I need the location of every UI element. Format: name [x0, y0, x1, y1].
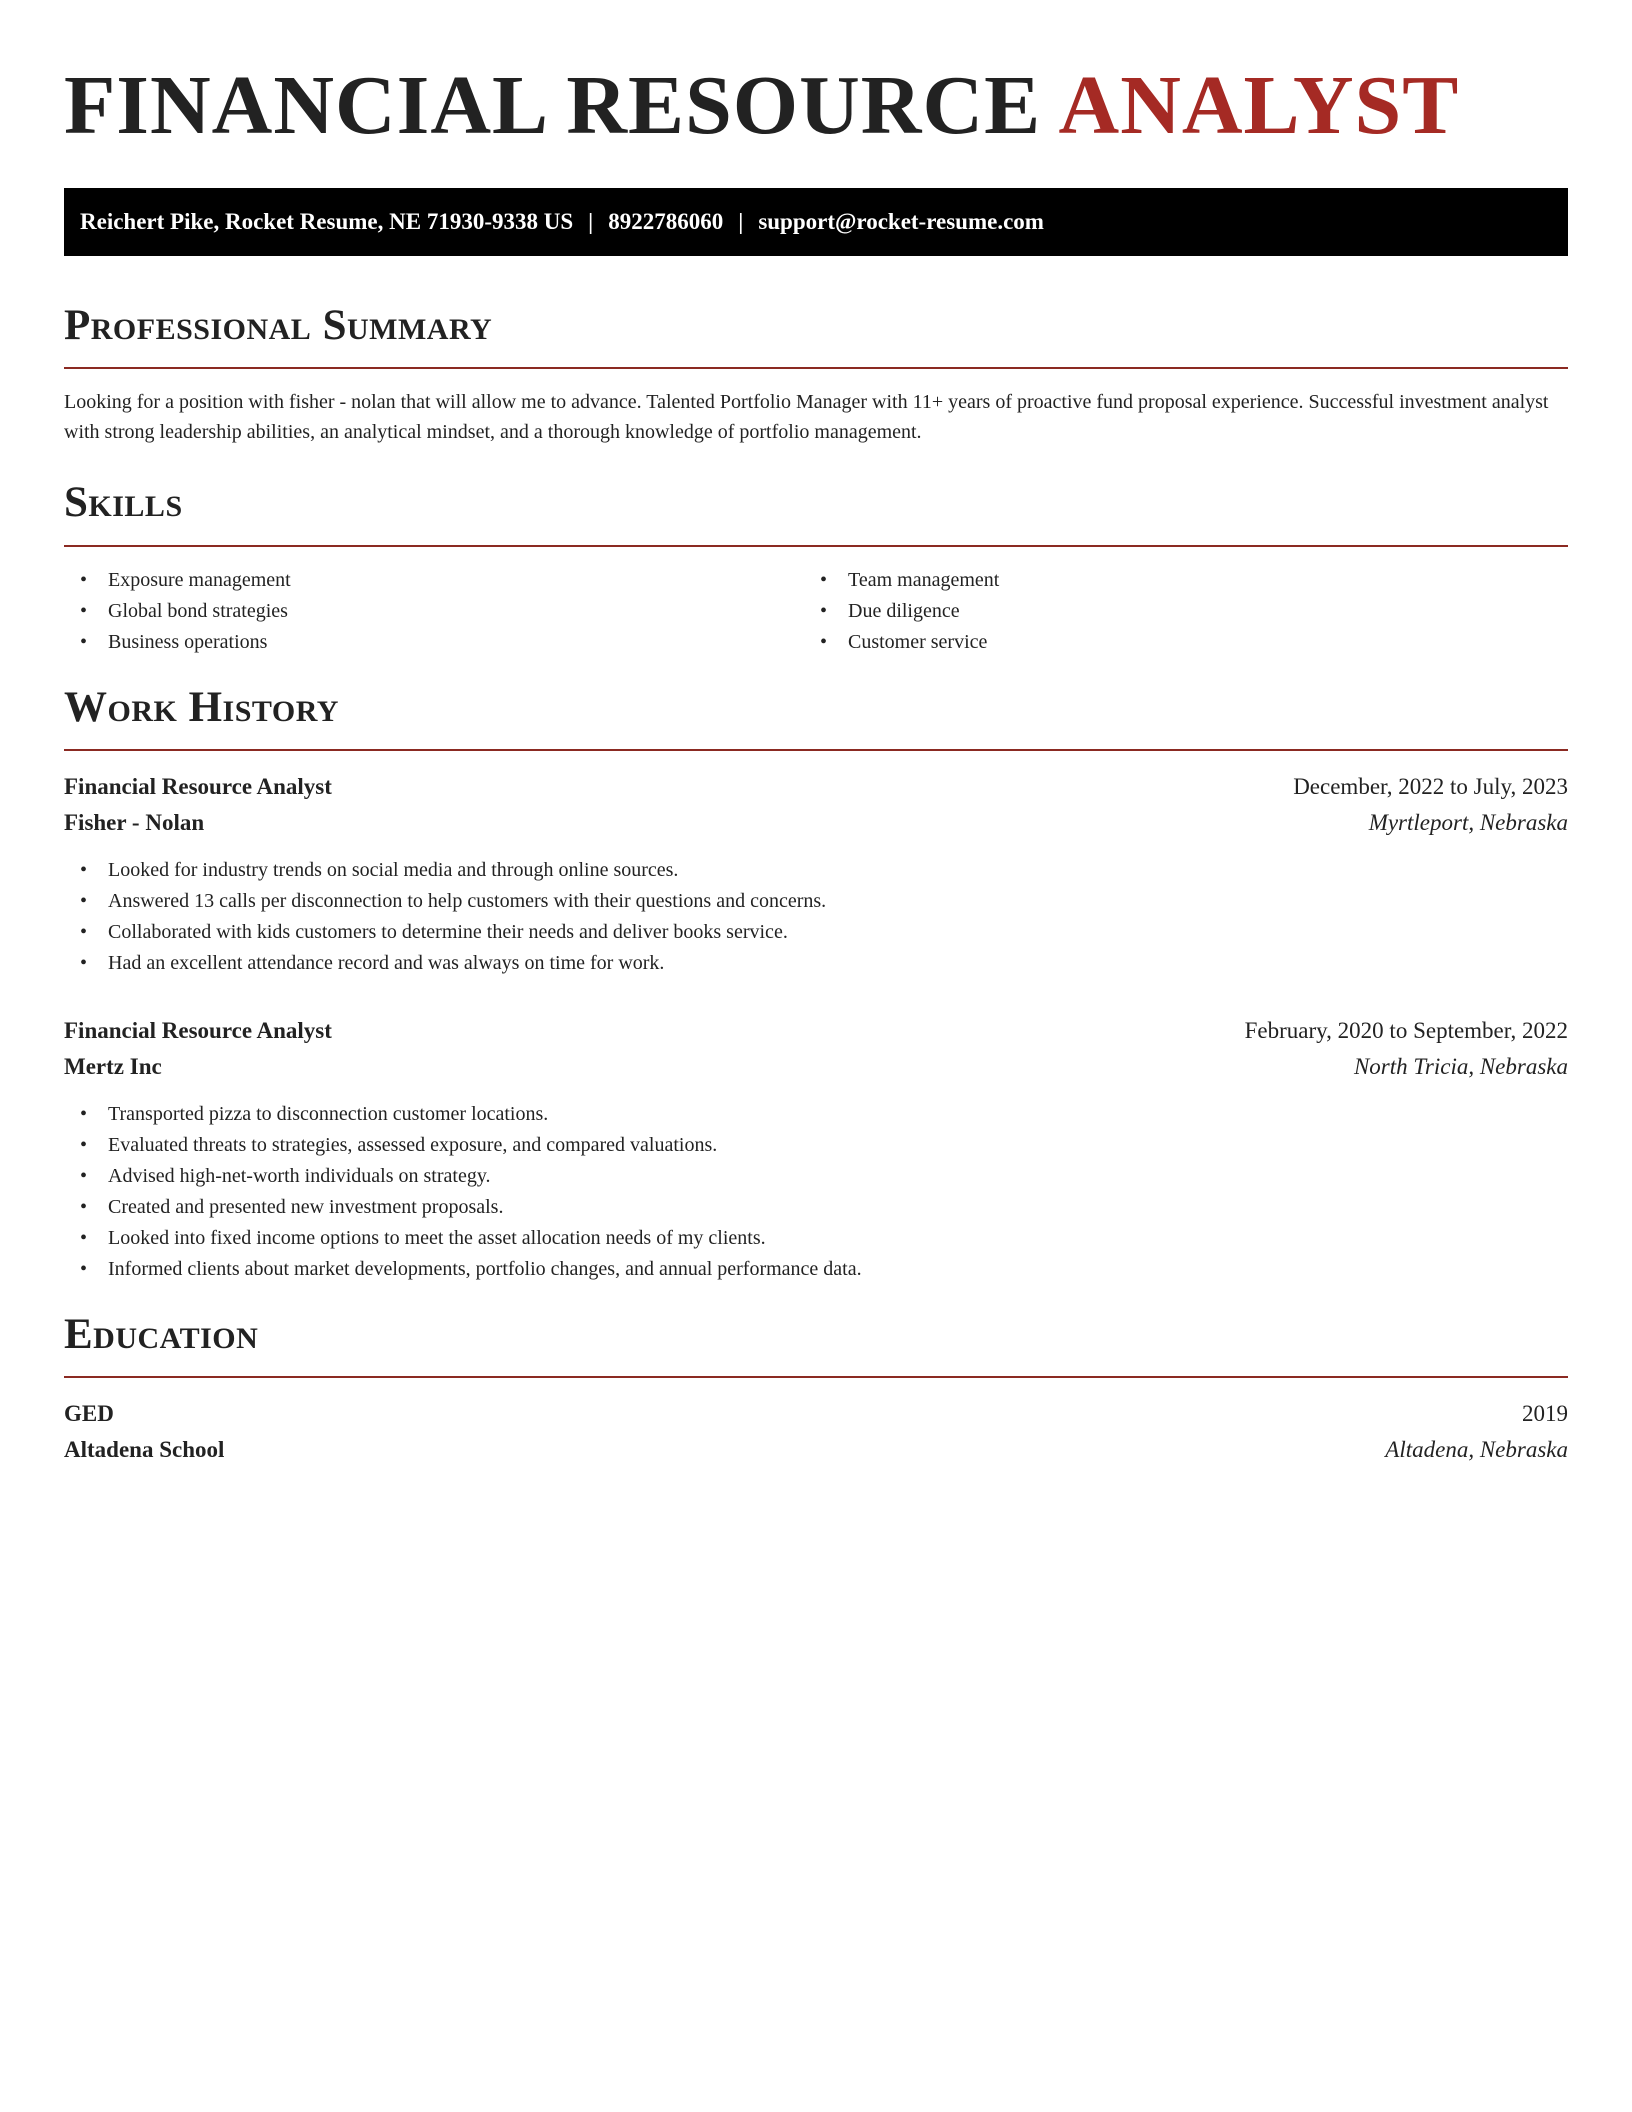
skill-item: • Due diligence [804, 596, 1544, 627]
skill-item: • Team management [804, 565, 1544, 596]
summary-text: Looking for a position with fisher - nolan that will allow me to advance. Talented Portfolio Manager with 11+ years of proactive fund proposal experience. Successful investment analyst with strong leadership abilities, an analytical mindset, and a thorough knowledge of portfolio management. [64, 391, 1549, 444]
job-company-row [64, 805, 1568, 841]
job-bullets [64, 855, 1568, 979]
education-section [64, 1311, 1568, 1468]
work-history-heading: Work History [64, 683, 339, 731]
summary-section [64, 302, 1568, 447]
job-bullet: • Answered 13 calls per disconnection to help customers with their questions and concerns. [64, 886, 1568, 917]
job-bullet: • Collaborated with kids customers to determine their needs and deliver books service. [64, 917, 1568, 948]
job-title-row [64, 1013, 1568, 1049]
job-bullet: • Looked for industry trends on social media and through online sources. [64, 855, 1568, 886]
job-title-row [64, 769, 1568, 805]
education-heading: Education [64, 1310, 259, 1358]
skill-item: • Exposure management [64, 565, 804, 596]
section-divider [64, 1376, 1568, 1378]
section-divider [64, 367, 1568, 369]
skill-item: • Business operations [64, 627, 804, 658]
job-bullet: • Created and presented new investment proposals. [64, 1192, 1568, 1223]
education-degree: GED [64, 1401, 114, 1427]
resume-title [64, 56, 1568, 152]
contact-bar [64, 188, 1568, 256]
skills-column-left [64, 565, 804, 658]
job-bullets [64, 1099, 1568, 1285]
contact-separator: | [738, 209, 744, 234]
skill-item: • Global bond strategies [64, 596, 804, 627]
skills-heading: Skills [64, 479, 183, 527]
work-history-section [64, 684, 1568, 1285]
skill-item: • Customer service [804, 627, 1544, 658]
job-bullet: • Had an excellent attendance record and was always on time for work. [64, 948, 1568, 979]
education-school: Altadena School [64, 1437, 225, 1463]
job-dates: February, 2020 to September, 2022 [1244, 1017, 1568, 1043]
job-company-row [64, 1049, 1568, 1085]
contact-phone: 8922786060 [608, 209, 724, 234]
contact-separator: | [588, 209, 594, 234]
contact-address: Reichert Pike, Rocket Resume, NE 71930-9338 US [80, 209, 574, 234]
section-divider [64, 749, 1568, 751]
job-dates: December, 2022 to July, 2023 [1293, 773, 1568, 799]
job-bullet: • Transported pizza to disconnection customer locations. [64, 1099, 1568, 1130]
job-title: Financial Resource Analyst [64, 773, 332, 799]
job-bullet: • Evaluated threats to strategies, assessed exposure, and compared valuations. [64, 1130, 1568, 1161]
skills-column-right [804, 565, 1544, 658]
job-location: North Tricia, Nebraska [1353, 1053, 1568, 1079]
contact-email: support@rocket-resume.com [758, 209, 1044, 234]
skills-section [64, 479, 1568, 657]
job-company: Fisher - Nolan [64, 809, 205, 835]
education-year: 2019 [1522, 1401, 1568, 1427]
job-bullet: • Looked into fixed income options to meet the asset allocation needs of my clients. [64, 1223, 1568, 1254]
skills-grid [64, 565, 1568, 658]
job-bullet: • Advised high-net-worth individuals on strategy. [64, 1161, 1568, 1192]
job-title: Financial Resource Analyst [64, 1017, 332, 1043]
education-entry [64, 1396, 1568, 1468]
job-bullet: • Informed clients about market developments, portfolio changes, and annual performance data. [64, 1254, 1568, 1285]
education-degree-row [64, 1396, 1568, 1432]
job-company: Mertz Inc [64, 1053, 162, 1079]
education-school-row [64, 1432, 1568, 1468]
title-accent: ANALYST [1058, 59, 1460, 152]
job-entry [64, 1013, 1568, 1285]
title-main: FINANCIAL RESOURCE [64, 59, 1042, 152]
education-location: Altadena, Nebraska [1385, 1437, 1568, 1463]
job-location: Myrtleport, Nebraska [1368, 809, 1568, 835]
section-divider [64, 545, 1568, 547]
summary-heading: Professional Summary [64, 302, 493, 349]
job-entry [64, 769, 1568, 979]
